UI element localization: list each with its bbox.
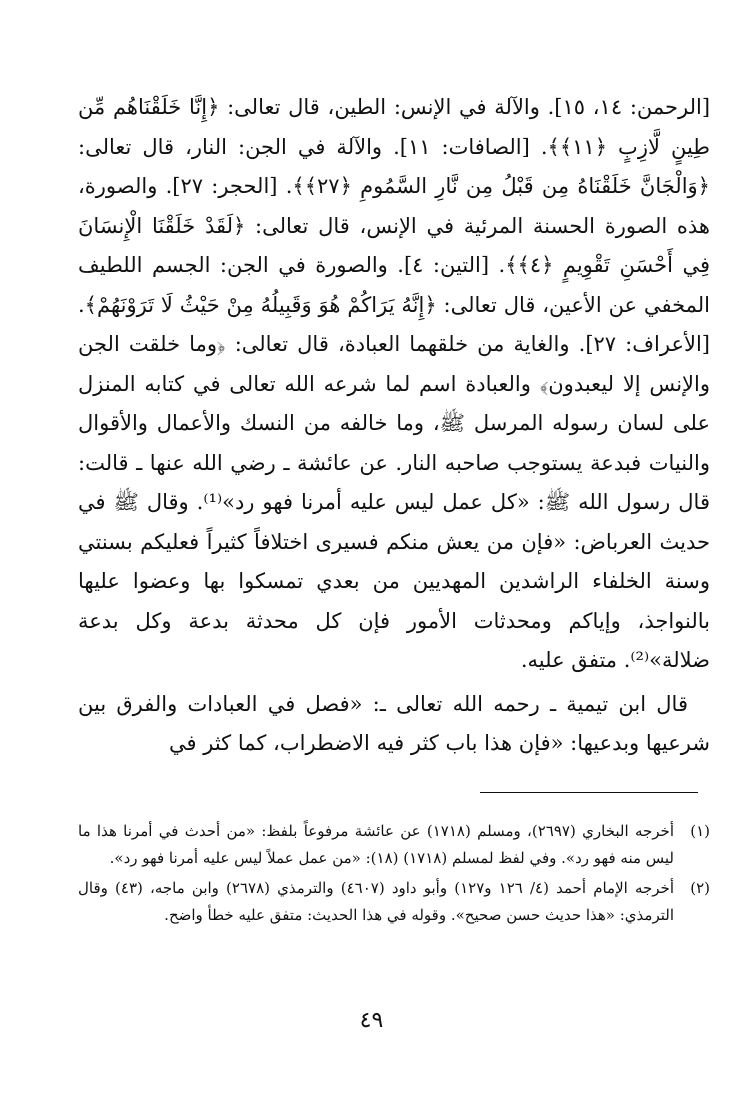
footnote-text: أخرجه البخاري (٢٦٩٧)، ومسلم (١٧١٨) عن عائشة مرفوعاً بلفظ: «من أحدث في أمرنا هذا ما ليس منه فهو رد». وفي لفظ لمسلم (١٧١٨) (١٨): «من عمل عملاً ليس عليه أمرنا فهو رد».: [78, 822, 674, 867]
footnote-2: [78, 875, 710, 929]
paragraph-1: [الرحمن: ١٤، ١٥]. والآلة في الإنس: الطين، قال تعالى: ﴿إِنَّا خَلَقْنَاهُم مِّن طِينٍ لَّازِبٍ ﴿١١﴾﴾. [الصافات: ١١]. والآلة في الجن: النار، قال تعالى: ﴿وَالْجَانَّ خَلَقْنَاهُ مِن قَبْلُ مِن نَّارِ السَّمُومِ ﴿٢٧﴾﴾. [الحجر: ٢٧]. والصورة، هذه الصورة الحسنة المرئية في الإنس، قال تعالى: ﴿لَقَدْ خَلَقْنَا الْإِنسَانَ فِي أَحْسَنِ تَقْوِيمٍ ﴿٤﴾﴾. [التين: ٤]. والصورة في الجن: الجسم اللطيف المخفي عن الأعين، قال تعالى: ﴿إِنَّهُ يَرَاكُمْ هُوَ وَقَبِيلُهُ مِنْ حَيْثُ لَا تَرَوْنَهُمْ﴾. [الأعراف: ٢٧]. والغاية من خلقهما العبادة، قال تعالى: ﴿وما خلقت الجن والإنس إلا ليعبدون﴾ والعبادة اسم لما شرعه الله تعالى في كتابه المنزل على لسان رسوله المرسل ﷺ، وما خالفه من النسك والأعمال والأقوال والنيات فبدعة يستوجب صاحبه النار. عن عائشة ـ رضي الله عنها ـ قالت: قال رسول الله ﷺ: «كل عمل ليس عليه أمرنا فهو رد»⁽¹⁾. وقال ﷺ في حديث العرباض: «فإن من يعش منكم فسيرى اختلافاً كثيراً فعليكم بسنتي وسنة الخلفاء الراشدين المهديين من بعدي تمسكوا بها وعضوا عليها بالنواجذ، وإياكم ومحدثات الأمور فإن كل محدثة بدعة وكل بدعة ضلالة»⁽²⁾. متفق عليه.: [78, 95, 711, 672]
page-number: ٤٩: [359, 1008, 384, 1033]
footnote-number: (١): [690, 822, 710, 840]
paragraph-2: قال ابن تيمية ـ رحمه الله تعالى ـ: «فصل في العبادات والفرق بين شرعيها وبدعيها: «فإن هذا باب كثر فيه الاضطراب، كما كثر في: [78, 691, 710, 755]
main-text: [78, 88, 710, 764]
footnote-number: (٢): [690, 879, 710, 897]
footnote-text: أخرجه الإمام أحمد (٤/ ١٢٦ و١٢٧) وأبو داود (٤٦٠٧) والترمذي (٢٦٧٨) وابن ماجه، (٤٣) وقال الترمذي: «هذا حديث حسن صحيح». وقوله في هذا الحديث: متفق عليه خطأ واضح.: [78, 879, 674, 924]
footnote-1: [78, 818, 710, 872]
footnote-separator: [480, 792, 698, 793]
footnotes: [78, 818, 710, 932]
